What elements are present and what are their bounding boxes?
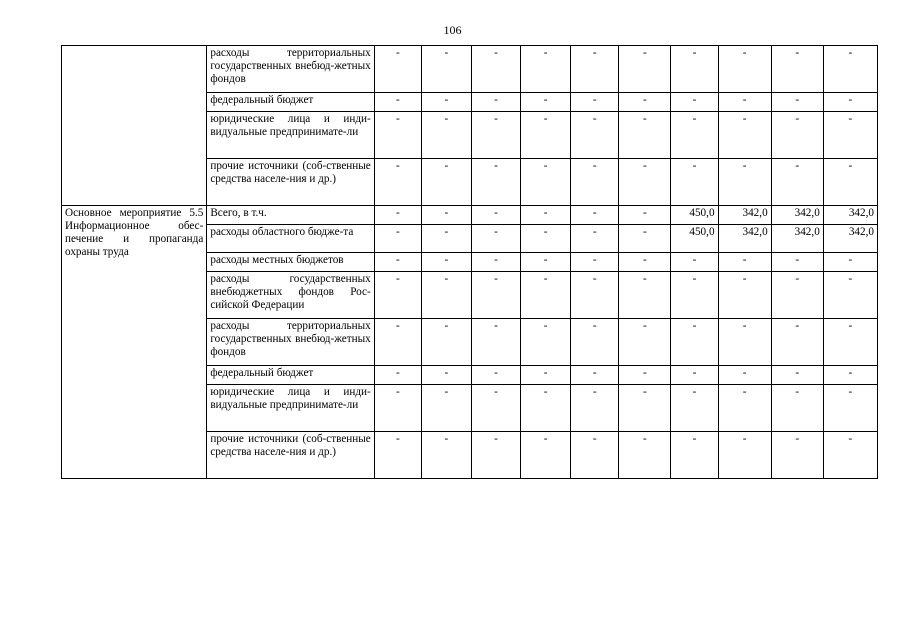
value-cell: - bbox=[421, 272, 471, 319]
value-cell: - bbox=[718, 366, 771, 385]
value-cell: - bbox=[374, 112, 421, 159]
value-cell: - bbox=[718, 272, 771, 319]
value-cell: - bbox=[374, 432, 421, 479]
value-cell: - bbox=[374, 272, 421, 319]
value-cell: - bbox=[771, 272, 823, 319]
value-cell: - bbox=[421, 93, 471, 112]
value-cell: 450,0 bbox=[671, 206, 718, 225]
value-cell: - bbox=[374, 253, 421, 272]
value-cell: - bbox=[619, 319, 671, 366]
table-row bbox=[62, 206, 878, 225]
value-cell: - bbox=[718, 319, 771, 366]
value-cell: - bbox=[374, 319, 421, 366]
value-cell: - bbox=[619, 112, 671, 159]
value-cell: - bbox=[374, 366, 421, 385]
value-cell: - bbox=[619, 432, 671, 479]
value-cell: - bbox=[619, 253, 671, 272]
value-cell: - bbox=[619, 272, 671, 319]
value-cell: - bbox=[471, 159, 520, 206]
value-cell: - bbox=[471, 272, 520, 319]
funding-source-cell: федеральный бюджет bbox=[207, 93, 374, 112]
value-cell: - bbox=[521, 366, 571, 385]
value-cell: - bbox=[421, 432, 471, 479]
value-cell: - bbox=[571, 432, 619, 479]
value-cell: - bbox=[374, 385, 421, 432]
value-cell: - bbox=[671, 319, 718, 366]
value-cell: - bbox=[571, 159, 619, 206]
value-cell: - bbox=[771, 46, 823, 93]
value-cell: - bbox=[619, 46, 671, 93]
value-cell: - bbox=[823, 46, 877, 93]
value-cell: - bbox=[521, 272, 571, 319]
value-cell: - bbox=[421, 366, 471, 385]
value-cell: - bbox=[671, 93, 718, 112]
value-cell: - bbox=[571, 225, 619, 253]
funding-source-cell: расходы территориальных государственных внебюд-жетных фондов bbox=[207, 319, 374, 366]
value-cell: - bbox=[771, 385, 823, 432]
value-cell: - bbox=[421, 253, 471, 272]
value-cell: - bbox=[521, 159, 571, 206]
value-cell: - bbox=[571, 366, 619, 385]
value-cell: - bbox=[823, 432, 877, 479]
value-cell: - bbox=[521, 93, 571, 112]
table-row bbox=[62, 46, 878, 93]
value-cell: - bbox=[771, 93, 823, 112]
value-cell: - bbox=[671, 385, 718, 432]
value-cell: - bbox=[471, 319, 520, 366]
value-cell: - bbox=[671, 432, 718, 479]
value-cell: - bbox=[571, 385, 619, 432]
value-cell: - bbox=[471, 93, 520, 112]
page-number: 106 bbox=[443, 23, 462, 37]
value-cell: - bbox=[421, 206, 471, 225]
value-cell: - bbox=[374, 206, 421, 225]
activity-name-cell bbox=[62, 46, 207, 206]
value-cell: - bbox=[718, 93, 771, 112]
funding-source-cell: юридические лица и инди-видуальные предпринимате-ли bbox=[207, 112, 374, 159]
value-cell: - bbox=[823, 159, 877, 206]
value-cell: - bbox=[718, 253, 771, 272]
value-cell: - bbox=[619, 93, 671, 112]
value-cell: - bbox=[823, 253, 877, 272]
value-cell: - bbox=[521, 46, 571, 93]
value-cell: - bbox=[421, 159, 471, 206]
value-cell: 450,0 bbox=[671, 225, 718, 253]
value-cell: - bbox=[619, 385, 671, 432]
value-cell: - bbox=[471, 225, 520, 253]
value-cell: - bbox=[823, 385, 877, 432]
value-cell: - bbox=[619, 159, 671, 206]
value-cell: 342,0 bbox=[771, 206, 823, 225]
value-cell: - bbox=[571, 206, 619, 225]
value-cell: 342,0 bbox=[823, 206, 877, 225]
value-cell: - bbox=[823, 366, 877, 385]
funding-source-cell: федеральный бюджет bbox=[207, 366, 374, 385]
value-cell: - bbox=[471, 206, 520, 225]
value-cell: - bbox=[771, 366, 823, 385]
funding-source-cell: расходы областного бюдже-та bbox=[207, 225, 374, 253]
value-cell: - bbox=[374, 225, 421, 253]
funding-source-cell: расходы местных бюджетов bbox=[207, 253, 374, 272]
funding-source-cell: Всего, в т.ч. bbox=[207, 206, 374, 225]
value-cell: - bbox=[771, 319, 823, 366]
value-cell: - bbox=[823, 112, 877, 159]
value-cell: - bbox=[421, 385, 471, 432]
funding-source-cell: прочие источники (соб-ственные средства населе-ния и др.) bbox=[207, 432, 374, 479]
value-cell: - bbox=[571, 319, 619, 366]
value-cell: - bbox=[374, 46, 421, 93]
value-cell: - bbox=[671, 46, 718, 93]
value-cell: - bbox=[471, 112, 520, 159]
value-cell: - bbox=[374, 159, 421, 206]
funding-source-cell: расходы государственных внебюджетных фондов Рос-сийской Федерации bbox=[207, 272, 374, 319]
value-cell: - bbox=[823, 93, 877, 112]
value-cell: - bbox=[671, 159, 718, 206]
value-cell: - bbox=[571, 112, 619, 159]
value-cell: - bbox=[521, 112, 571, 159]
value-cell: - bbox=[619, 225, 671, 253]
value-cell: - bbox=[421, 46, 471, 93]
value-cell: - bbox=[671, 253, 718, 272]
value-cell: - bbox=[421, 319, 471, 366]
value-cell: - bbox=[521, 432, 571, 479]
value-cell: - bbox=[521, 206, 571, 225]
activity-name-cell: Основное мероприятие 5.5 Информационное обес-печение и пропаганда охраны труда bbox=[62, 206, 207, 479]
value-cell: - bbox=[471, 432, 520, 479]
funding-source-cell: юридические лица и инди-видуальные предпринимате-ли bbox=[207, 385, 374, 432]
value-cell: - bbox=[671, 272, 718, 319]
value-cell: - bbox=[619, 206, 671, 225]
value-cell: 342,0 bbox=[718, 206, 771, 225]
value-cell: - bbox=[374, 93, 421, 112]
value-cell: - bbox=[571, 93, 619, 112]
value-cell: - bbox=[571, 46, 619, 93]
value-cell: - bbox=[771, 112, 823, 159]
value-cell: - bbox=[471, 366, 520, 385]
value-cell: - bbox=[421, 112, 471, 159]
value-cell: - bbox=[771, 253, 823, 272]
value-cell: 342,0 bbox=[718, 225, 771, 253]
value-cell: - bbox=[671, 112, 718, 159]
value-cell: - bbox=[718, 46, 771, 93]
funding-source-cell: прочие источники (соб-ственные средства населе-ния и др.) bbox=[207, 159, 374, 206]
value-cell: - bbox=[619, 366, 671, 385]
value-cell: - bbox=[521, 253, 571, 272]
funding-source-cell: расходы территориальных государственных внебюд-жетных фондов bbox=[207, 46, 374, 93]
budget-table bbox=[61, 45, 878, 479]
value-cell: - bbox=[671, 366, 718, 385]
value-cell: - bbox=[521, 319, 571, 366]
value-cell: - bbox=[718, 432, 771, 479]
value-cell: 342,0 bbox=[823, 225, 877, 253]
value-cell: - bbox=[771, 432, 823, 479]
value-cell: - bbox=[823, 319, 877, 366]
value-cell: - bbox=[471, 385, 520, 432]
value-cell: - bbox=[521, 385, 571, 432]
value-cell: - bbox=[521, 225, 571, 253]
value-cell: - bbox=[823, 272, 877, 319]
value-cell: - bbox=[571, 253, 619, 272]
value-cell: - bbox=[471, 253, 520, 272]
value-cell: - bbox=[771, 159, 823, 206]
value-cell: - bbox=[471, 46, 520, 93]
value-cell: - bbox=[571, 272, 619, 319]
value-cell: - bbox=[718, 159, 771, 206]
value-cell: - bbox=[718, 112, 771, 159]
value-cell: - bbox=[421, 225, 471, 253]
value-cell: - bbox=[718, 385, 771, 432]
value-cell: 342,0 bbox=[771, 225, 823, 253]
